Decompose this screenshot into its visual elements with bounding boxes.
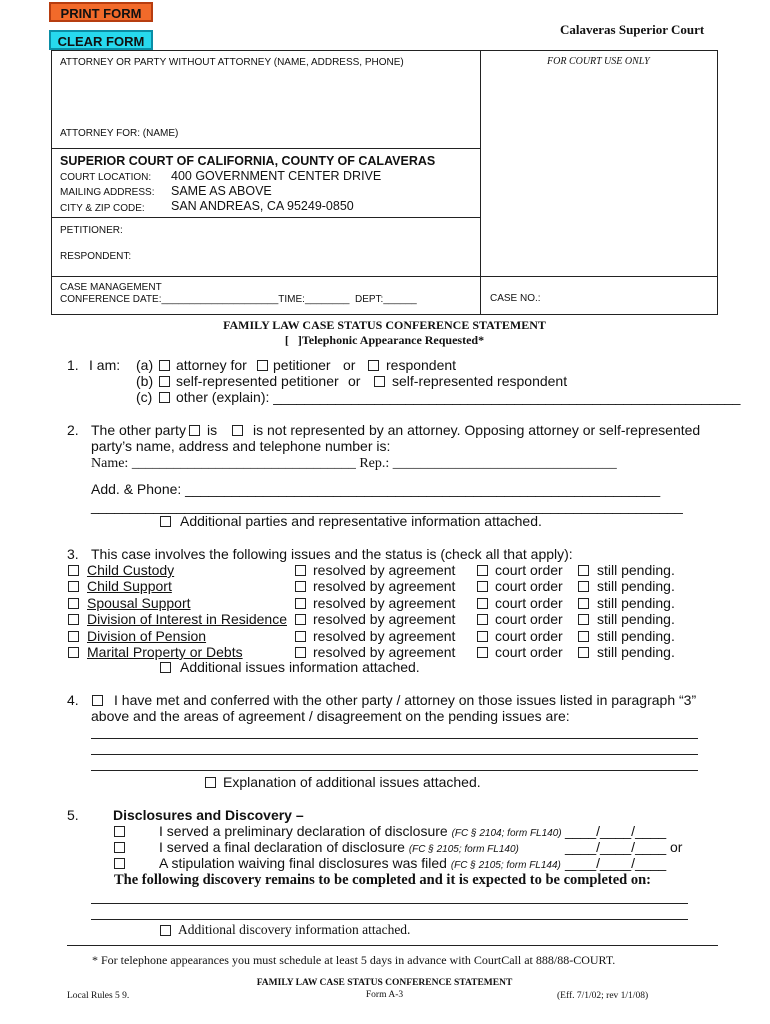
- issue-5-resolved-text: resolved by agreement: [313, 644, 456, 660]
- clear-form-button[interactable]: CLEAR FORM: [49, 30, 153, 50]
- issue-1-pending-checkbox[interactable]: [578, 581, 589, 592]
- s2-line2: party’s name, address and telephone number is:: [91, 438, 391, 454]
- issue-3-court-order-text: court order: [495, 611, 563, 627]
- respondent-checkbox[interactable]: [368, 360, 379, 371]
- issue-5-court-order-text: court order: [495, 644, 563, 660]
- discovery-line-2[interactable]: [91, 919, 688, 920]
- issue-3-pending-checkbox[interactable]: [578, 614, 589, 625]
- issue-3-pending-text: still pending.: [597, 611, 675, 627]
- issue-1-court-order-text: court order: [495, 578, 563, 594]
- print-form-button[interactable]: PRINT FORM: [49, 2, 153, 22]
- caption-divider-h3: [51, 276, 718, 277]
- s5-number: 5.: [67, 807, 79, 823]
- s1-number: 1.: [67, 357, 79, 373]
- mailing-address-label: MAILING ADDRESS:: [60, 187, 155, 198]
- preliminary-disclosure-cite: (FC § 2104; form FL140): [451, 828, 562, 839]
- preliminary-disclosure-text: [159, 823, 562, 839]
- issue-4-checkbox[interactable]: [68, 631, 79, 642]
- issue-1-resolved-checkbox[interactable]: [295, 581, 306, 592]
- additional-discovery-checkbox[interactable]: [160, 925, 171, 936]
- s4-number: 4.: [67, 692, 79, 708]
- stipulation-cite: (FC § 2105; form FL144): [450, 860, 561, 871]
- issue-4-pending-text: still pending.: [597, 628, 675, 644]
- s1-a: (a): [136, 357, 154, 373]
- issue-4-label: Division of Pension: [87, 628, 207, 644]
- attorney-for-label: ATTORNEY FOR: (NAME): [60, 128, 179, 139]
- issue-5-court-order-checkbox[interactable]: [477, 647, 488, 658]
- s4-answer-line-3[interactable]: [91, 770, 698, 771]
- s1-b: (b): [136, 373, 154, 389]
- issue-0-court-order-text: court order: [495, 562, 563, 578]
- issue-5-checkbox[interactable]: [68, 647, 79, 658]
- issue-5-pending-checkbox[interactable]: [578, 647, 589, 658]
- telephonic-appearance[interactable]: [ ]Telephonic Appearance Requested*: [284, 333, 485, 347]
- additional-explanation-text: Explanation of additional issues attached.: [223, 774, 481, 790]
- final-disclosure-text: [159, 839, 519, 855]
- issue-2-resolved-checkbox[interactable]: [295, 598, 306, 609]
- issue-3-court-order-checkbox[interactable]: [477, 614, 488, 625]
- footer-rule: [67, 945, 718, 946]
- issue-0-label: Child Custody: [87, 562, 175, 578]
- issue-2-label: Spousal Support: [87, 595, 191, 611]
- stipulation-text: [159, 855, 561, 871]
- issue-3-checkbox[interactable]: [68, 614, 79, 625]
- form-title: FAMILY LAW CASE STATUS CONFERENCE STATEMENT: [223, 318, 546, 332]
- additional-discovery-text: Additional discovery information attached.: [178, 922, 411, 937]
- s5-heading: Disclosures and Discovery –: [113, 807, 304, 823]
- preliminary-disclosure-checkbox[interactable]: [114, 826, 125, 837]
- s4-answer-line-2[interactable]: [91, 754, 698, 755]
- is-not-represented-checkbox[interactable]: [232, 425, 243, 436]
- issue-3-label: Division of Interest in Residence: [87, 611, 287, 627]
- self-rep-respondent-text: self-represented respondent: [392, 373, 568, 389]
- additional-parties-text: Additional parties and representative information attached.: [180, 513, 542, 529]
- issue-1-court-order-checkbox[interactable]: [477, 581, 488, 592]
- court-name: SUPERIOR COURT OF CALIFORNIA, COUNTY OF CALAVERAS: [60, 154, 436, 168]
- s4-text-1: I have met and conferred with the other party / attorney on those issues listed in paragraph “3”: [114, 692, 697, 708]
- issue-0-court-order-checkbox[interactable]: [477, 565, 488, 576]
- petitioner-checkbox[interactable]: [257, 360, 268, 371]
- address-phone[interactable]: Add. & Phone: _____________________________________________________________: [91, 481, 661, 497]
- preliminary-disclosure-date[interactable]: ____/____/____: [565, 823, 667, 839]
- issue-0-resolved-checkbox[interactable]: [295, 565, 306, 576]
- issue-5-resolved-checkbox[interactable]: [295, 647, 306, 658]
- effective-date: (Eff. 7/1/02; rev 1/1/08): [557, 991, 649, 1001]
- stipulation-label: A stipulation waiving final disclosures was filed: [159, 855, 447, 871]
- city-zip-label: CITY & ZIP CODE:: [60, 203, 145, 214]
- issue-1-checkbox[interactable]: [68, 581, 79, 592]
- telephone-note: * For telephone appearances you must schedule at least 5 days in advance with CourtCall at 888/88-COURT.: [92, 953, 616, 967]
- self-rep-respondent-checkbox[interactable]: [374, 376, 385, 387]
- issue-4-resolved-text: resolved by agreement: [313, 628, 456, 644]
- s3-intro: This case involves the following issues and the status is (check all that apply):: [91, 546, 573, 562]
- attorney-input[interactable]: [58, 72, 473, 122]
- is-text: is: [207, 422, 218, 438]
- issue-2-resolved-text: resolved by agreement: [313, 595, 456, 611]
- issue-4-court-order-text: court order: [495, 628, 563, 644]
- caption-divider-h2: [51, 217, 481, 218]
- issue-5-label: Marital Property or Debts: [87, 644, 243, 660]
- or-text-3: or: [670, 839, 683, 855]
- s4-answer-line-1[interactable]: [91, 738, 698, 739]
- met-and-conferred-checkbox[interactable]: [92, 695, 103, 706]
- other-explain[interactable]: other (explain): ____________________________________________________________: [176, 389, 741, 405]
- issue-1-pending-text: still pending.: [597, 578, 675, 594]
- court-location-value: 400 GOVERNMENT CENTER DRIVE: [171, 169, 382, 183]
- preliminary-disclosure-label: I served a preliminary declaration of disclosure: [159, 823, 448, 839]
- footer-title: FAMILY LAW CASE STATUS CONFERENCE STATEMENT: [256, 978, 513, 988]
- opposing-name-rep[interactable]: Name: ________________________________ Rep.: ________________________________: [91, 456, 617, 471]
- attorney-for-checkbox[interactable]: [159, 360, 170, 371]
- final-disclosure-checkbox[interactable]: [114, 842, 125, 853]
- city-zip-value: SAN ANDREAS, CA 95249-0850: [171, 199, 354, 213]
- issue-3-resolved-checkbox[interactable]: [295, 614, 306, 625]
- issue-0-pending-text: still pending.: [597, 562, 675, 578]
- is-represented-checkbox[interactable]: [189, 425, 200, 436]
- additional-parties-checkbox[interactable]: [160, 516, 171, 527]
- or-text: or: [343, 357, 356, 373]
- issue-1-label: Child Support: [87, 578, 172, 594]
- petitioner-text: petitioner: [273, 357, 331, 373]
- issue-2-pending-text: still pending.: [597, 595, 675, 611]
- issue-2-court-order-checkbox[interactable]: [477, 598, 488, 609]
- is-not-text: is not represented by an attorney. Opposing attorney or self-represented: [253, 422, 701, 438]
- issue-0-resolved-text: resolved by agreement: [313, 562, 456, 578]
- issue-2-pending-checkbox[interactable]: [578, 598, 589, 609]
- issue-5-pending-text: still pending.: [597, 644, 675, 660]
- local-rules: Local Rules 5 9.: [67, 991, 130, 1001]
- s4-text-2: above and the areas of agreement / disagreement on the pending issues are:: [91, 708, 570, 724]
- final-disclosure-date[interactable]: ____/____/____: [565, 839, 667, 855]
- issue-4-resolved-checkbox[interactable]: [295, 631, 306, 642]
- issue-4-pending-checkbox[interactable]: [578, 631, 589, 642]
- court-header: Calaveras Superior Court: [560, 22, 705, 37]
- s2-number: 2.: [67, 422, 79, 438]
- stipulation-date[interactable]: ____/____/____: [565, 855, 667, 871]
- issue-0-checkbox[interactable]: [68, 565, 79, 576]
- issue-1-resolved-text: resolved by agreement: [313, 578, 456, 594]
- issue-4-court-order-checkbox[interactable]: [477, 631, 488, 642]
- caption-divider-h1: [51, 148, 481, 149]
- additional-issues-checkbox[interactable]: [160, 662, 171, 673]
- issue-2-court-order-text: court order: [495, 595, 563, 611]
- final-disclosure-cite: (FC § 2105; form FL140): [408, 844, 519, 855]
- respondent-label: RESPONDENT:: [60, 251, 132, 262]
- cmc-date-time-dept[interactable]: CONFERENCE DATE:_____________________TIME:________ DEPT:______: [60, 294, 417, 305]
- issue-0-pending-checkbox[interactable]: [578, 565, 589, 576]
- respondent-text: respondent: [386, 357, 457, 373]
- mailing-address-value: SAME AS ABOVE: [171, 184, 272, 198]
- or-text-2: or: [348, 373, 361, 389]
- petitioner-label: PETITIONER:: [60, 225, 123, 236]
- stipulation-waiving-checkbox[interactable]: [114, 858, 125, 869]
- issue-2-checkbox[interactable]: [68, 598, 79, 609]
- discovery-line-1[interactable]: [91, 903, 688, 904]
- form-number: Form A-3: [365, 990, 404, 1000]
- self-rep-petitioner-checkbox[interactable]: [159, 376, 170, 387]
- s1-c: (c): [136, 389, 153, 405]
- attorney-for-text: attorney for: [176, 357, 247, 373]
- case-number-label: CASE NO.:: [490, 293, 541, 304]
- final-disclosure-label: I served a final declaration of disclosure: [159, 839, 405, 855]
- cmc-label-1: CASE MANAGEMENT: [60, 282, 162, 293]
- address-phone-extra[interactable]: ____________________________________________________________________________: [91, 498, 683, 514]
- attorney-label: ATTORNEY OR PARTY WITHOUT ATTORNEY (NAME, ADDRESS, PHONE): [60, 57, 404, 68]
- issue-3-resolved-text: resolved by agreement: [313, 611, 456, 627]
- s1-i-am: I am:: [89, 357, 121, 373]
- other-party-text: The other party: [91, 422, 186, 438]
- additional-explanation-checkbox[interactable]: [205, 777, 216, 788]
- court-location-label: COURT LOCATION:: [60, 172, 152, 183]
- self-rep-petitioner-text: self-represented petitioner: [176, 373, 339, 389]
- s3-number: 3.: [67, 546, 79, 562]
- discovery-remaining-text: The following discovery remains to be completed and it is expected to be completed on:: [114, 872, 651, 888]
- court-use-label: FOR COURT USE ONLY: [547, 56, 650, 67]
- other-checkbox[interactable]: [159, 392, 170, 403]
- additional-issues-text: Additional issues information attached.: [180, 659, 420, 675]
